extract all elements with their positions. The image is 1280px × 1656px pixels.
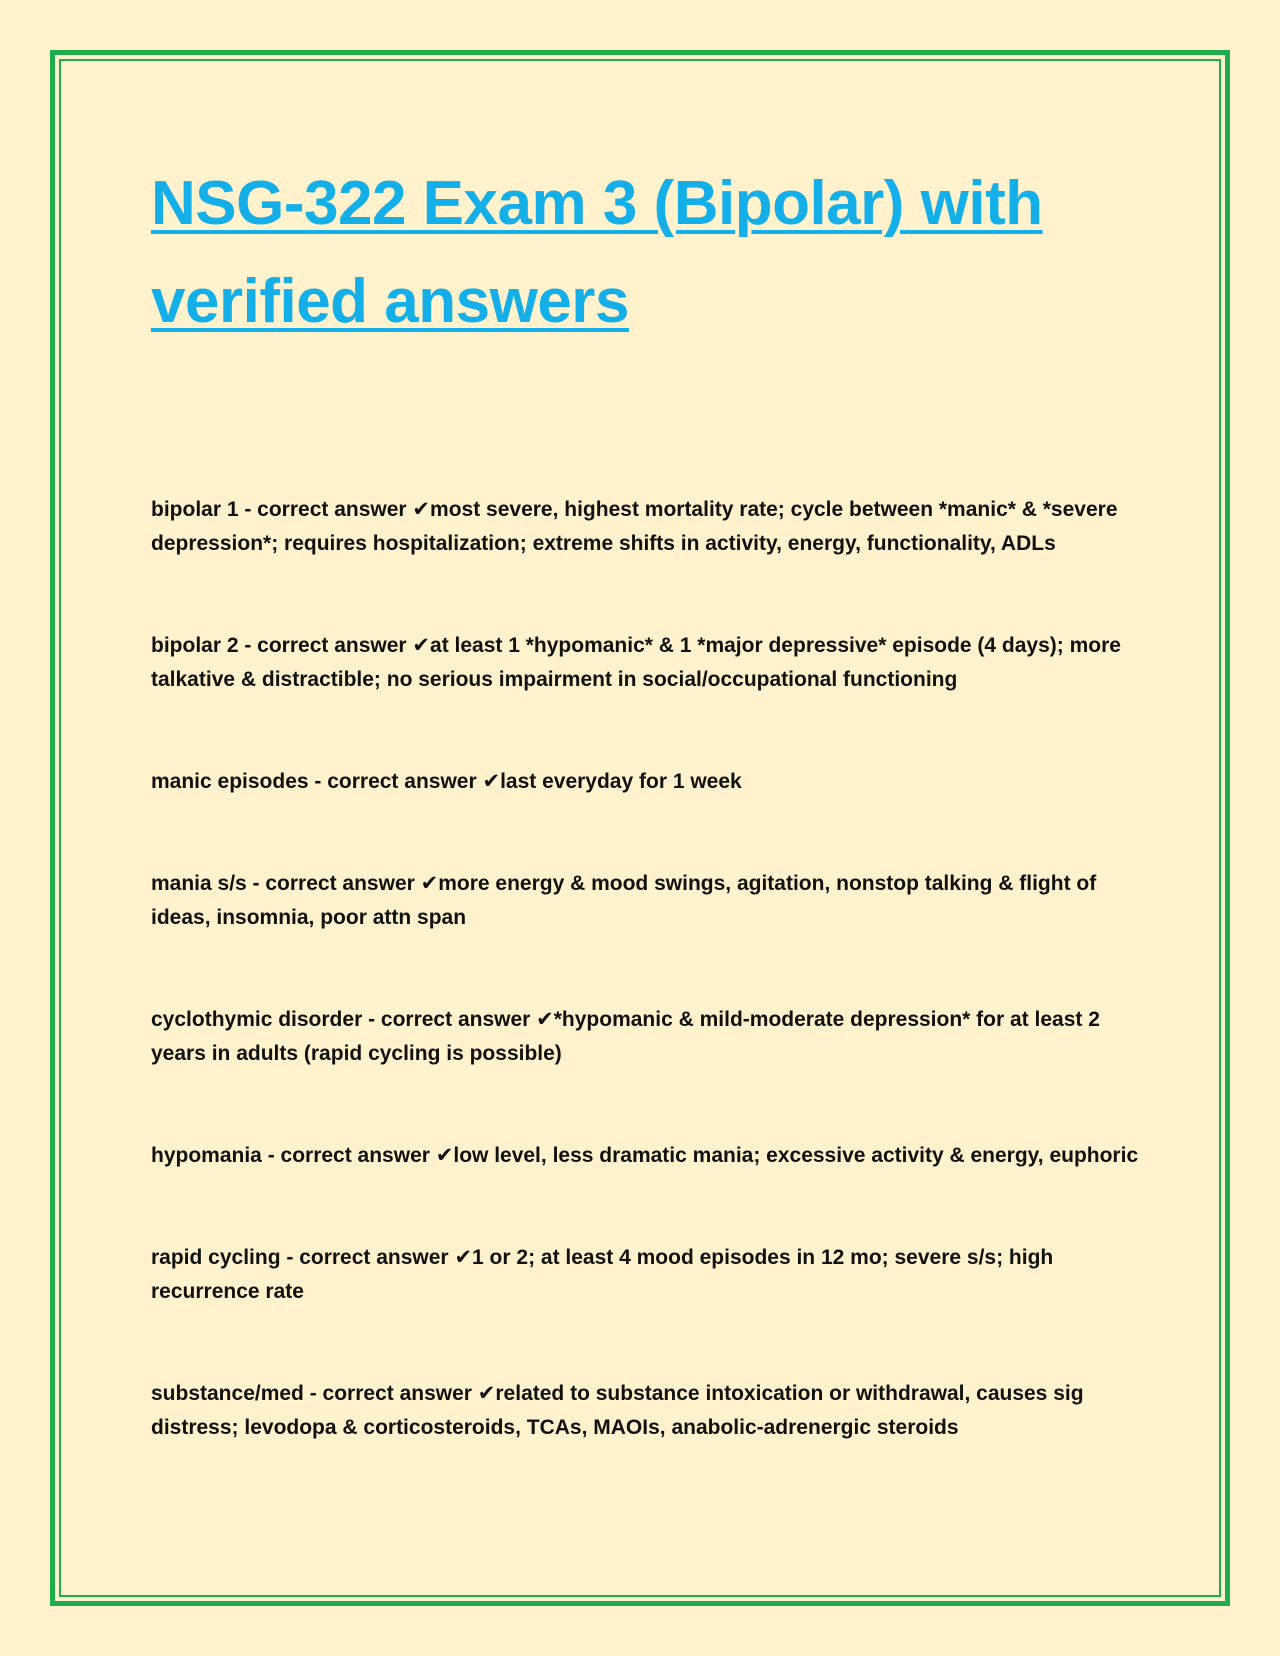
flashcard-entry-mania-ss: mania s/s - correct answer ✔more energy & mood swings, agitation, nonstop talking & flight of ideas, insomnia, poor attn span [151, 872, 1097, 929]
flashcard-entry-cyclothymic-disorder: cyclothymic disorder - correct answer ✔*hypomanic & mild-moderate depression* for at least 2 years in adults (rapid cycling is possible) [151, 1008, 1100, 1065]
flashcard-entry-bipolar-2: bipolar 2 - correct answer ✔at least 1 *hypomanic* & 1 *major depressive* episode (4 days); more talkative & distractible; no serious impairment in social/occupational functioning [151, 634, 1121, 691]
flashcard-entry-manic-episodes: manic episodes - correct answer ✔last everyday for 1 week [151, 770, 742, 793]
flashcard-entry-bipolar-1: bipolar 1 - correct answer ✔most severe, highest mortality rate; cycle between *manic* & *severe depression*; requires hospitalization; extreme shifts in activity, energy, functionality, ADLs [151, 498, 1118, 555]
flashcard-list [151, 493, 1141, 1445]
flashcard-entry-rapid-cycling: rapid cycling - correct answer ✔1 or 2; at least 4 mood episodes in 12 mo; severe s/s; high recurrence rate [151, 1246, 1054, 1303]
document-content [151, 155, 1141, 1445]
flashcard-entry-hypomania: hypomania - correct answer ✔low level, less dramatic mania; excessive activity & energy, euphoric [151, 1144, 1139, 1167]
flashcard-entry-substance-med: substance/med - correct answer ✔related to substance intoxication or withdrawal, causes sig distress; levodopa & corticosteroids, TCAs, MAOIs, anabolic-adrenergic steroids [151, 1382, 1084, 1439]
document-title[interactable]: NSG-322 Exam 3 (Bipolar) with verified answers [151, 169, 1043, 336]
